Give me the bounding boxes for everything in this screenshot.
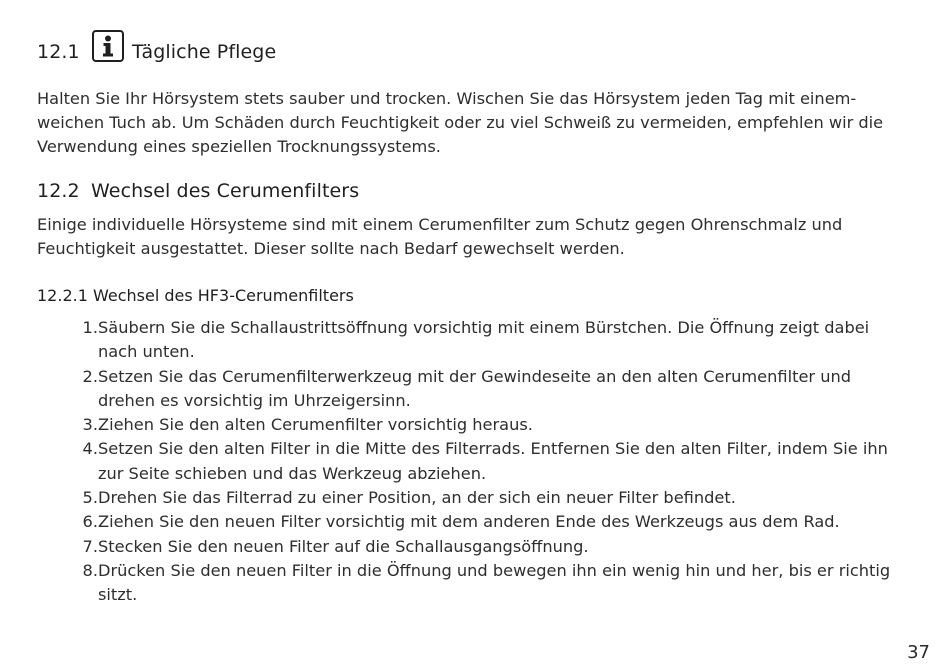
info-icon (92, 30, 124, 62)
step-text: Ziehen Sie den neuen Filter vorsichtig mit dem anderen Ende des Werkzeugs aus dem Rad. (98, 512, 840, 532)
section-number: 12.1 (37, 41, 80, 63)
list-item (37, 486, 922, 510)
section-title: Tägliche Pflege (132, 41, 277, 63)
step-text: Säubern Sie die Schallaustrittsöffnung vorsichtig mit einem Bürstchen. Die Öffnung zeigt dabei nach unten. (98, 318, 870, 362)
steps-list (37, 316, 922, 608)
list-item (37, 413, 922, 437)
section-title: Wechsel des Cerumenfilters (91, 180, 360, 202)
step-number: 6. (82, 512, 98, 532)
list-item (37, 437, 922, 486)
daily-care-paragraph: Halten Sie Ihr Hörsystem stets sauber und trocken. Wischen Sie das Hörsystem jeden Tag mit einem- weichen Tuch ab. Um Schäden durch Feuchtigkeit oder zu viel Schweiß zu vermeiden, empfehlen wir die Verwendung eines speziellen Trocknungssystems. (37, 89, 884, 156)
cerumen-filter-paragraph: Einige individuelle Hörsysteme sind mit einem Cerumenfilter zum Schutz gegen Ohrenschmalz und Feuchtigkeit ausgestattet. Dieser sollte nach Bedarf gewechselt werden. (37, 215, 843, 258)
subsection-heading: 12.2.1 Wechsel des HF3-Cerumenfilters (37, 286, 354, 305)
step-number: 7. (82, 536, 98, 556)
step-text: Setzen Sie den alten Filter in die Mitte des Filterrads. Entfernen Sie den alten Filter, indem Sie ihn zur Seite schieben und das Werkzeug abziehen. (98, 439, 888, 483)
step-number: 8. (82, 560, 98, 580)
step-number: 2. (82, 366, 98, 386)
step-text: Drücken Sie den neuen Filter in die Öffnung und bewegen ihn ein wenig hin und her, bis er richtig sitzt. (98, 560, 891, 605)
list-item (37, 535, 922, 559)
list-item (37, 510, 922, 534)
section-heading-cerumen-filter (37, 180, 359, 202)
list-item (37, 365, 922, 414)
step-text: Stecken Sie den neuen Filter auf die Schallausgangsöffnung. (98, 536, 589, 556)
list-item (37, 316, 922, 365)
step-number: 5. (82, 488, 98, 508)
step-number: 1. (82, 318, 98, 337)
step-text: Setzen Sie das Cerumenfilterwerkzeug mit der Gewindeseite an den alten Cerumenfilter und drehen es vorsichtig im Uhrzeigersinn. (98, 366, 851, 410)
section-number: 12.2 (37, 180, 80, 202)
step-text: Drehen Sie das Filterrad zu einer Position, an der sich ein neuer Filter befindet. (98, 488, 736, 508)
step-text: Ziehen Sie den alten Cerumenfilter vorsichtig heraus. (98, 415, 533, 435)
step-number: 4. (82, 439, 98, 459)
page-number: 37 (907, 642, 930, 663)
list-item (37, 559, 922, 608)
step-number: 3. (82, 415, 98, 435)
section-heading-daily-care (37, 36, 276, 68)
